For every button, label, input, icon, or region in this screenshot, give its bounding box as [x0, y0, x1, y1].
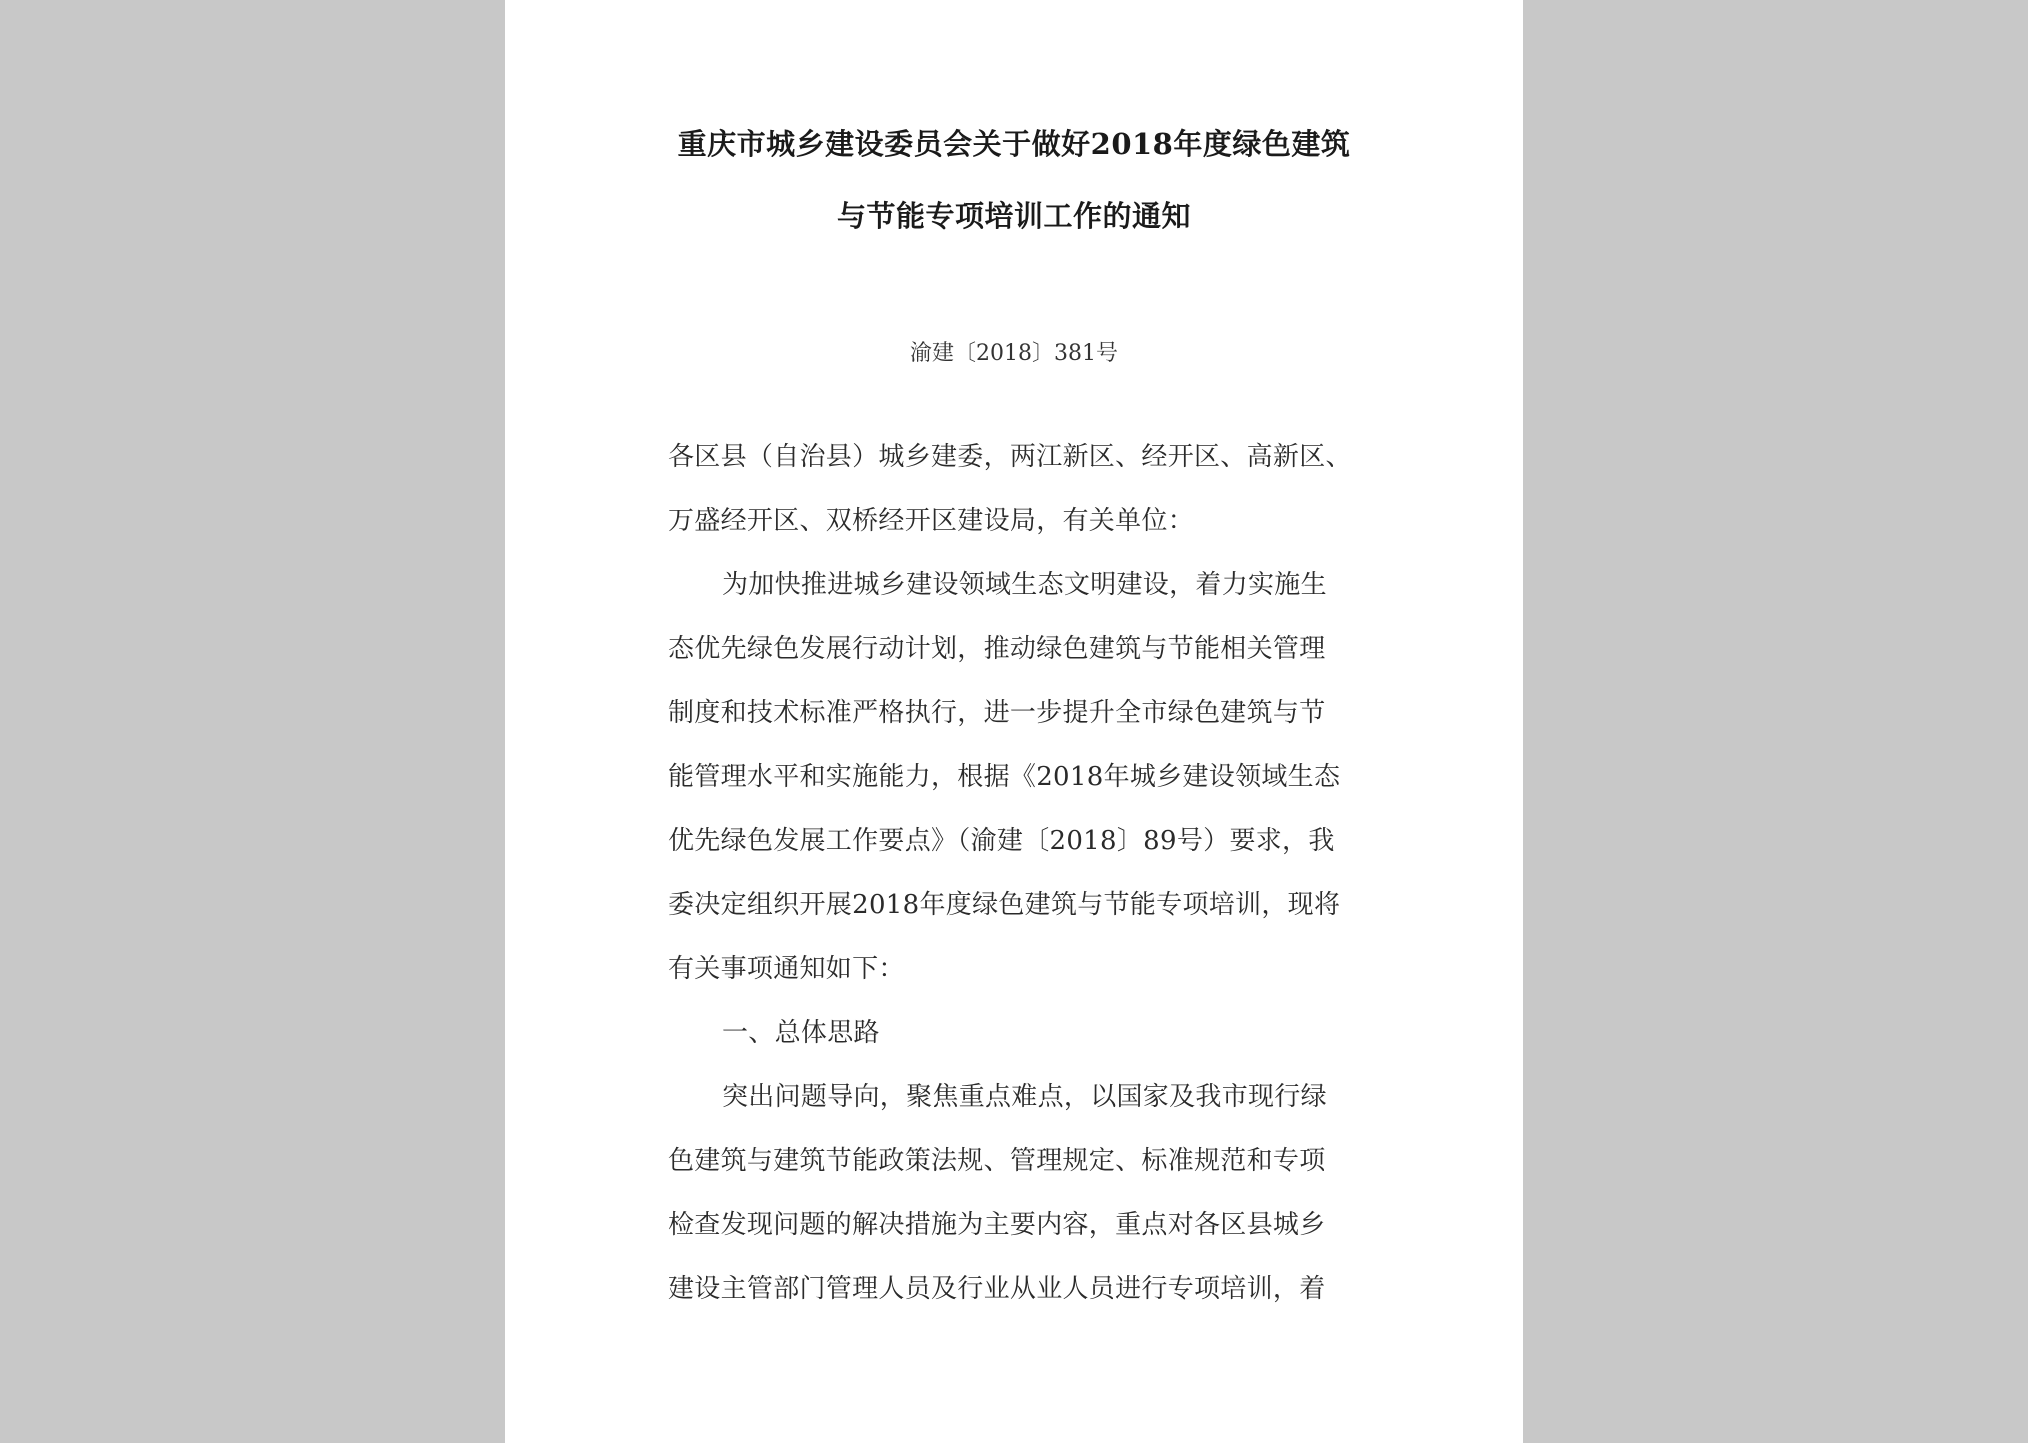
body-line: 各区县（自治县）城乡建委，两江新区、经开区、高新区、: [668, 442, 1352, 472]
body-line: 优先绿色发展工作要点》（渝建〔2018〕89号）要求，我: [668, 826, 1335, 856]
body-line: 突出问题导向，聚焦重点难点，以国家及我市现行绿: [722, 1082, 1327, 1112]
document-page: [505, 0, 1523, 1443]
document-body: [668, 438, 1408, 1334]
body-line: 态优先绿色发展行动计划，推动绿色建筑与节能相关管理: [668, 634, 1326, 664]
body-line: 能管理水平和实施能力，根据《2018年城乡建设领域生态: [668, 762, 1341, 792]
body-line: 建设主管部门管理人员及行业从业人员进行专项培训，着: [668, 1274, 1326, 1304]
body-line: 有关事项通知如下：: [668, 954, 905, 984]
body-line: 万盛经开区、双桥经开区建设局，有关单位：: [668, 506, 1195, 536]
document-title-line-2: 与节能专项培训工作的通知: [836, 199, 1191, 233]
section-heading: 一、总体思路: [722, 1018, 880, 1048]
document-number: 渝建〔2018〕381号: [910, 341, 1118, 366]
body-line: 制度和技术标准严格执行，进一步提升全市绿色建筑与节: [668, 698, 1326, 728]
body-line: 色建筑与建筑节能政策法规、管理规定、标准规范和专项: [668, 1146, 1326, 1176]
body-line: 检查发现问题的解决措施为主要内容，重点对各区县城乡: [668, 1210, 1326, 1240]
body-line: 为加快推进城乡建设领域生态文明建设，着力实施生: [722, 570, 1327, 600]
body-line: 委决定组织开展2018年度绿色建筑与节能专项培训，现将: [668, 890, 1341, 920]
document-title-line-1: 重庆市城乡建设委员会关于做好2018年度绿色建筑: [677, 127, 1351, 161]
